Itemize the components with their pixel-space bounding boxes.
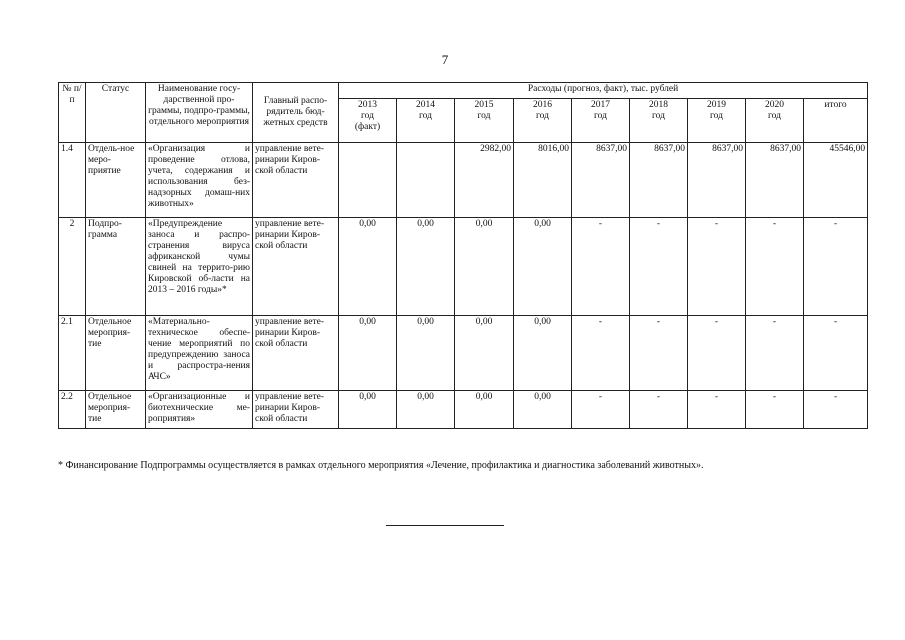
header-year-cell [397, 99, 455, 143]
closing-rule [386, 525, 504, 526]
row-value: 8637,00 [630, 143, 688, 218]
row-value: - [688, 218, 746, 316]
header-total: итого [804, 99, 868, 143]
row-value: 0,00 [339, 218, 397, 316]
header-year: 2018 [649, 100, 668, 110]
row-total: - [804, 218, 868, 316]
header-year: 2014 [416, 100, 435, 110]
header-status: Статус [86, 83, 146, 143]
row-num: 2 [59, 218, 86, 316]
table-row [59, 316, 868, 391]
row-value: 0,00 [397, 391, 455, 429]
row-value: 0,00 [455, 391, 514, 429]
footnote: * Финансирование Подпрограммы осуществляется в рамках отдельного мероприятия «Лечение, профилактика и диагностика заболеваний животных». [58, 460, 704, 471]
table-row [59, 391, 868, 429]
header-year: 2015 [474, 100, 494, 110]
page-number: 7 [441, 52, 449, 67]
row-value: 0,00 [397, 218, 455, 316]
header-manager: Главный распо-рядитель бюд-жетных средств [253, 83, 339, 143]
row-name: «Материально-техническое обеспе-чение мероприятий по предупреждению заноса и распростра-нения АЧС» [146, 316, 253, 391]
header-year-cell [339, 99, 397, 143]
row-value: - [688, 316, 746, 391]
row-total: - [804, 391, 868, 429]
row-name: «Организационные и биотехнические ме-роприятия» [146, 391, 253, 429]
header-year-unit: год [594, 111, 607, 121]
row-value [397, 143, 455, 218]
header-year-cell [746, 99, 804, 143]
row-name: «Организация и проведение отлова, учета, содержания и использования без-надзорных домаш-них животных» [146, 143, 253, 218]
header-year-cell [514, 99, 572, 143]
row-value: - [572, 391, 630, 429]
header-year-unit: год [652, 111, 665, 121]
row-value: - [572, 316, 630, 391]
budget-table [58, 82, 868, 429]
row-status: Отдель-ное меро-приятие [86, 143, 146, 218]
header-num: № п/п [59, 83, 86, 143]
header-year-unit: год [536, 111, 549, 121]
row-manager: управление вете-ринарии Киров-ской области [253, 143, 339, 218]
row-value: - [630, 391, 688, 429]
row-status: Отдельное мероприя-тие [86, 391, 146, 429]
row-value: 0,00 [514, 316, 572, 391]
header-year-cell [572, 99, 630, 143]
row-value: 0,00 [455, 316, 514, 391]
table-row [59, 218, 868, 316]
row-value: 0,00 [339, 316, 397, 391]
row-value: 8637,00 [688, 143, 746, 218]
row-value: 8637,00 [572, 143, 630, 218]
row-total: - [804, 316, 868, 391]
row-value: - [688, 391, 746, 429]
row-name: «Предупреждение заноса и распро-странения вируса африканской чумы свиней на террито-рию Кировской об-ласти на 2013 – 2016 годы»* [146, 218, 253, 316]
header-year: 2019 [707, 100, 726, 110]
row-value [339, 143, 397, 218]
header-year-unit: год [768, 111, 781, 121]
row-manager: управление вете-ринарии Киров-ской области [253, 391, 339, 429]
row-value: 8637,00 [746, 143, 804, 218]
row-status: Подпро-грамма [86, 218, 146, 316]
row-manager: управление вете-ринарии Киров-ской области [253, 218, 339, 316]
row-value: - [572, 218, 630, 316]
header-expenses: Расходы (прогноз, факт), тыс. рублей [339, 83, 868, 99]
header-year-unit: год [710, 111, 723, 121]
header-year-cell [630, 99, 688, 143]
table-row [59, 143, 868, 218]
row-value: 2982,00 [455, 143, 514, 218]
header-year: 2017 [591, 100, 610, 110]
row-value: 0,00 [514, 391, 572, 429]
header-year: 2016 [533, 100, 552, 110]
row-num: 2.1 [59, 316, 86, 391]
header-year-note: (факт) [354, 122, 381, 132]
row-num: 2.2 [59, 391, 86, 429]
row-value: - [746, 316, 804, 391]
row-value: - [630, 316, 688, 391]
header-year-unit: год [477, 111, 491, 121]
header-year-cell [688, 99, 746, 143]
row-value: - [746, 218, 804, 316]
header-year: 2013 [358, 100, 377, 110]
row-value: 0,00 [455, 218, 514, 316]
header-name: Наименование госу-дарственной про-граммы, подпро-граммы, отдельного мероприятия [146, 83, 253, 143]
row-value: 0,00 [514, 218, 572, 316]
row-status: Отдельное мероприя-тие [86, 316, 146, 391]
row-value: 0,00 [397, 316, 455, 391]
row-value: - [630, 218, 688, 316]
row-value: 8016,00 [514, 143, 572, 218]
header-year-unit: год [361, 111, 374, 121]
row-total: 45546,00 [804, 143, 868, 218]
row-manager: управление вете-ринарии Киров-ской области [253, 316, 339, 391]
row-value: - [746, 391, 804, 429]
header-year-unit: год [419, 111, 432, 121]
row-num: 1.4 [59, 143, 86, 218]
header-year: 2020 [765, 100, 784, 110]
header-year-cell [455, 99, 514, 143]
row-value: 0,00 [339, 391, 397, 429]
